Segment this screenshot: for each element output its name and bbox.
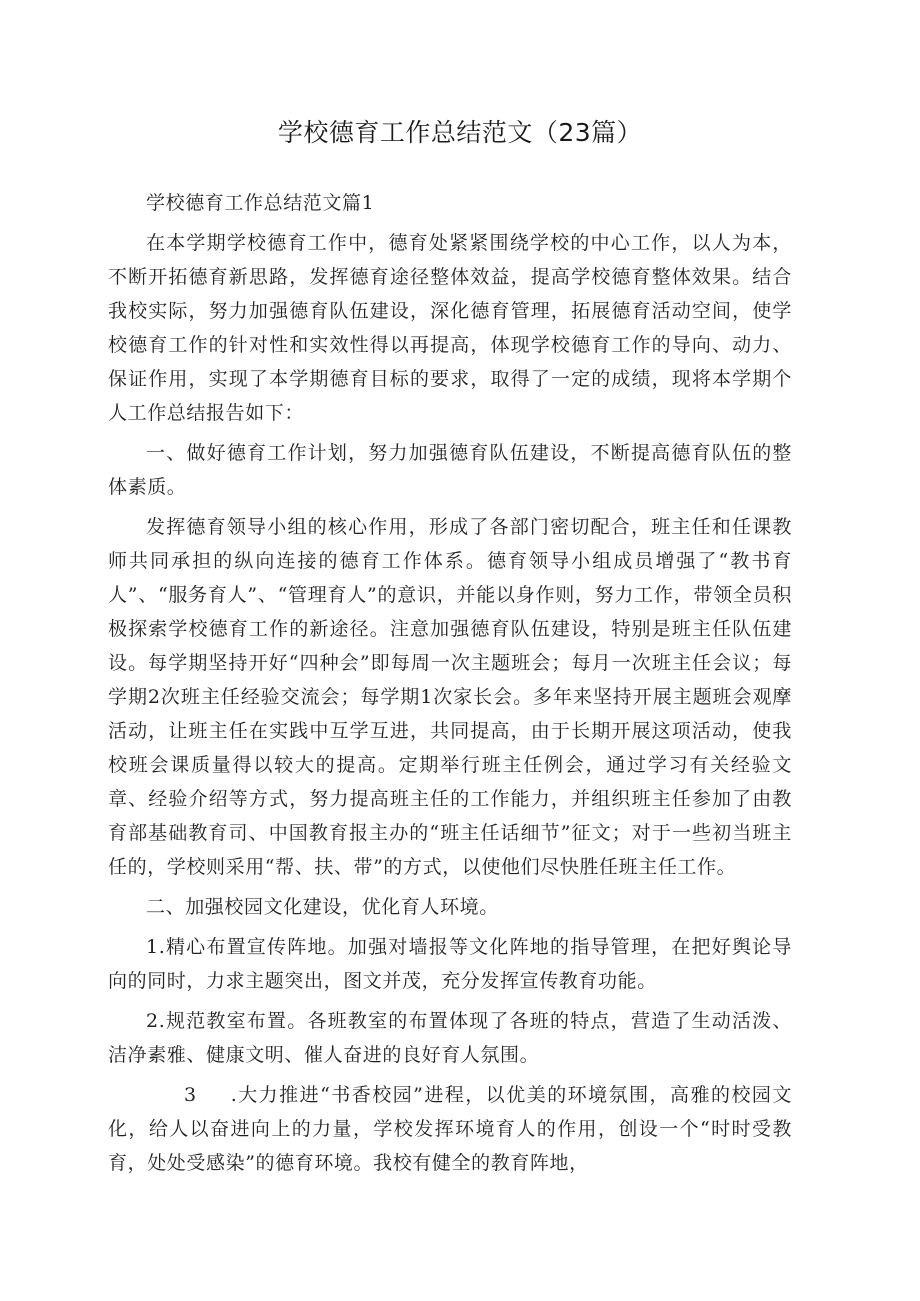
- list-item-3-number: 3: [184, 1084, 197, 1106]
- document-body: [108, 186, 792, 1180]
- list-item-3: [108, 1078, 792, 1180]
- heading-one: 一、做好德育工作计划，努力加强德育队伍建设，不断提高德育队伍的整体素质。: [108, 442, 792, 498]
- list-item-3-text: .大力推进“书香校园”进程，以优美的环境氛围，高雅的校园文化，给人以奋进向上的力量，学校发挥环境育人的作用，创设一个“时时受教育，处处受感染”的德育环境。我校有健全的教育阵地，: [108, 1084, 792, 1174]
- paragraph-intro: 在本学期学校德育工作中，德育处紧紧围绕学校的中心工作，以人为本，不断开拓德育新思路，发挥德育途径整体效益，提高学校德育整体效果。结合我校实际，努力加强德育队伍建设，深化德育管理，拓展德育活动空间，使学校德育工作的针对性和实效性得以再提高，体现学校德育工作的导向、动力、保证作用，实现了本学期德育目标的要求，取得了一定的成绩，现将本学期个人工作总结报告如下：: [108, 232, 792, 424]
- list-item-1: 1.精心布置宣传阵地。加强对墙报等文化阵地的指导管理，在把好舆论导向的同时，力求主题突出，图文并茂，充分发挥宣传教育功能。: [108, 936, 792, 992]
- paragraph-team: 发挥德育领导小组的核心作用，形成了各部门密切配合，班主任和任课教师共同承担的纵向连接的德育工作体系。德育领导小组成员增强了“教书育人”、“服务育人”、“管理育人”的意识，并能以身作则，努力工作，带领全员积极探索学校德育工作的新途径。注意加强德育队伍建设，特别是班主任队伍建设。每学期坚持开好“四种会”即每周一次主题班会；每月一次班主任会议；每学期2次班主任经验交流会；每学期1次家长会。多年来坚持开展主题班会观摩活动，让班主任在实践中互学互进，共同提高，由于长期开展这项活动，使我校班会课质量得以较大的提高。定期举行班主任例会，通过学习有关经验文章、经验介绍等方式，努力提高班主任的工作能力，并组织班主任参加了由教育部基础教育司、中国教育报主办的“班主任话细节”征文；对于一些初当班主任的，学校则采用“帮、扶、带”的方式，以使他们尽快胜任班主任工作。: [108, 516, 792, 878]
- list-item-2: 2.规范教室布置。各班教室的布置体现了各班的特点，营造了生动活泼、洁净素雅、健康文明、催人奋进的良好育人氛围。: [108, 1010, 792, 1066]
- heading-two: 二、加强校园文化建设，优化育人环境。: [146, 896, 499, 918]
- document-title: 学校德育工作总结范文（23篇）: [277, 118, 643, 147]
- section-heading: 学校德育工作总结范文篇1: [146, 192, 375, 214]
